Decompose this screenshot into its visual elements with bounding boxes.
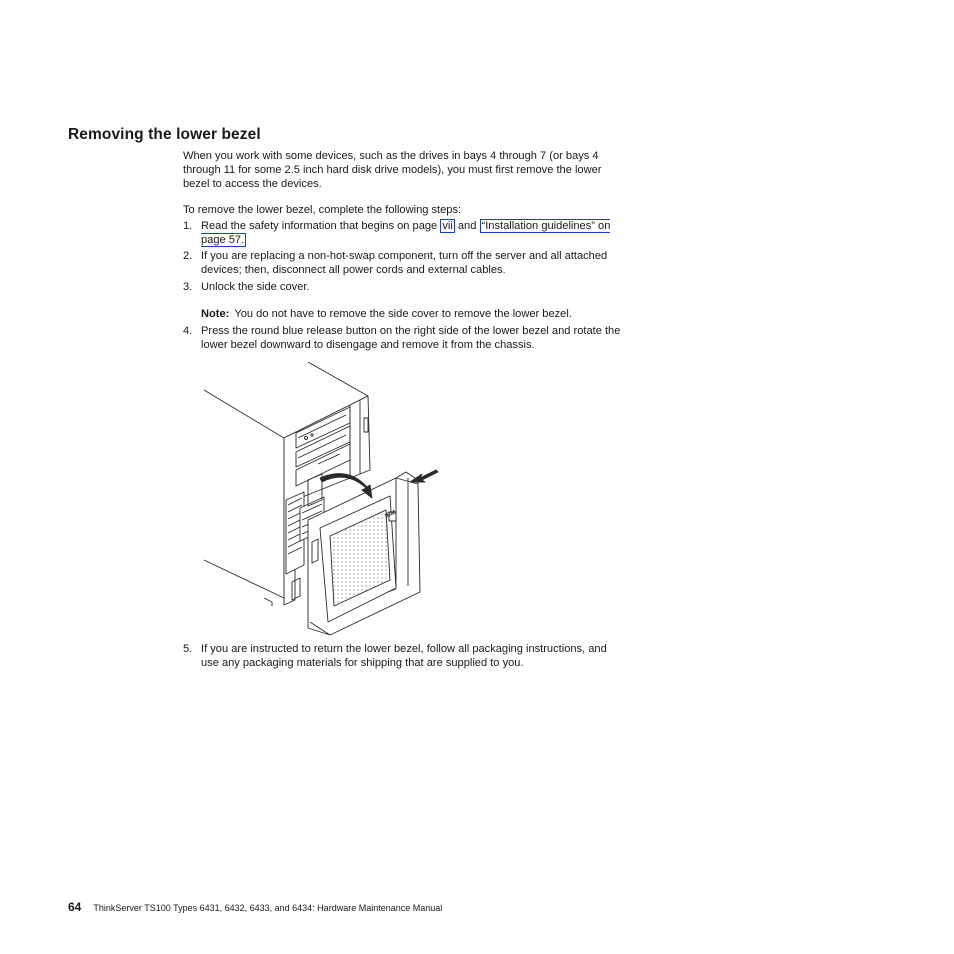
section-title: Removing the lower bezel [68, 126, 261, 143]
step-text-part: and [457, 220, 477, 232]
manual-title: ThinkServer TS100 Types 6431, 6432, 6433, and 6434: Hardware Maintenance Manual [93, 903, 443, 913]
steps-lead: To remove the lower bezel, complete the following steps: [183, 204, 462, 216]
step-text: If you are replacing a non-hot-swap component, turn off the server and all attached devices; then, disconnect all power cords and external cables. [201, 250, 608, 277]
note-label: Note: [201, 308, 230, 320]
step-text-part: Read the safety information that begins on page [201, 220, 438, 232]
ibm-logo: IBM [384, 509, 397, 520]
step-text: Unlock the side cover. [201, 281, 310, 293]
step-number: 3. [183, 281, 193, 293]
bezel-removal-illustration [200, 360, 445, 638]
step-number: 4. [183, 325, 193, 337]
step-text [201, 219, 621, 248]
page-footer [68, 900, 442, 914]
note-text: You do not have to remove the side cover to remove the lower bezel. [234, 308, 572, 320]
step-number: 1. [183, 220, 193, 232]
step-number: 5. [183, 643, 193, 655]
installation-guidelines-link[interactable]: “Installation guidelines” on page 57. [201, 220, 611, 247]
page-vii-link[interactable]: vii [442, 220, 453, 232]
page-number: 64 [68, 900, 82, 914]
step-text: If you are instructed to return the lower bezel, follow all packaging instructions, and use any packaging materials for shipping that are supplied to you. [201, 643, 607, 670]
step-text: Press the round blue release button on the right side of the lower bezel and rotate the lower bezel downward to disengage and remove it from the chassis. [201, 325, 621, 352]
intro-paragraph: When you work with some devices, such as the drives in bays 4 through 7 (or bays 4 through 11 for some 2.5 inch hard disk drive models), you must first remove the lower bezel to access the devices. [183, 150, 602, 190]
step-number: 2. [183, 250, 193, 262]
note [201, 307, 572, 321]
